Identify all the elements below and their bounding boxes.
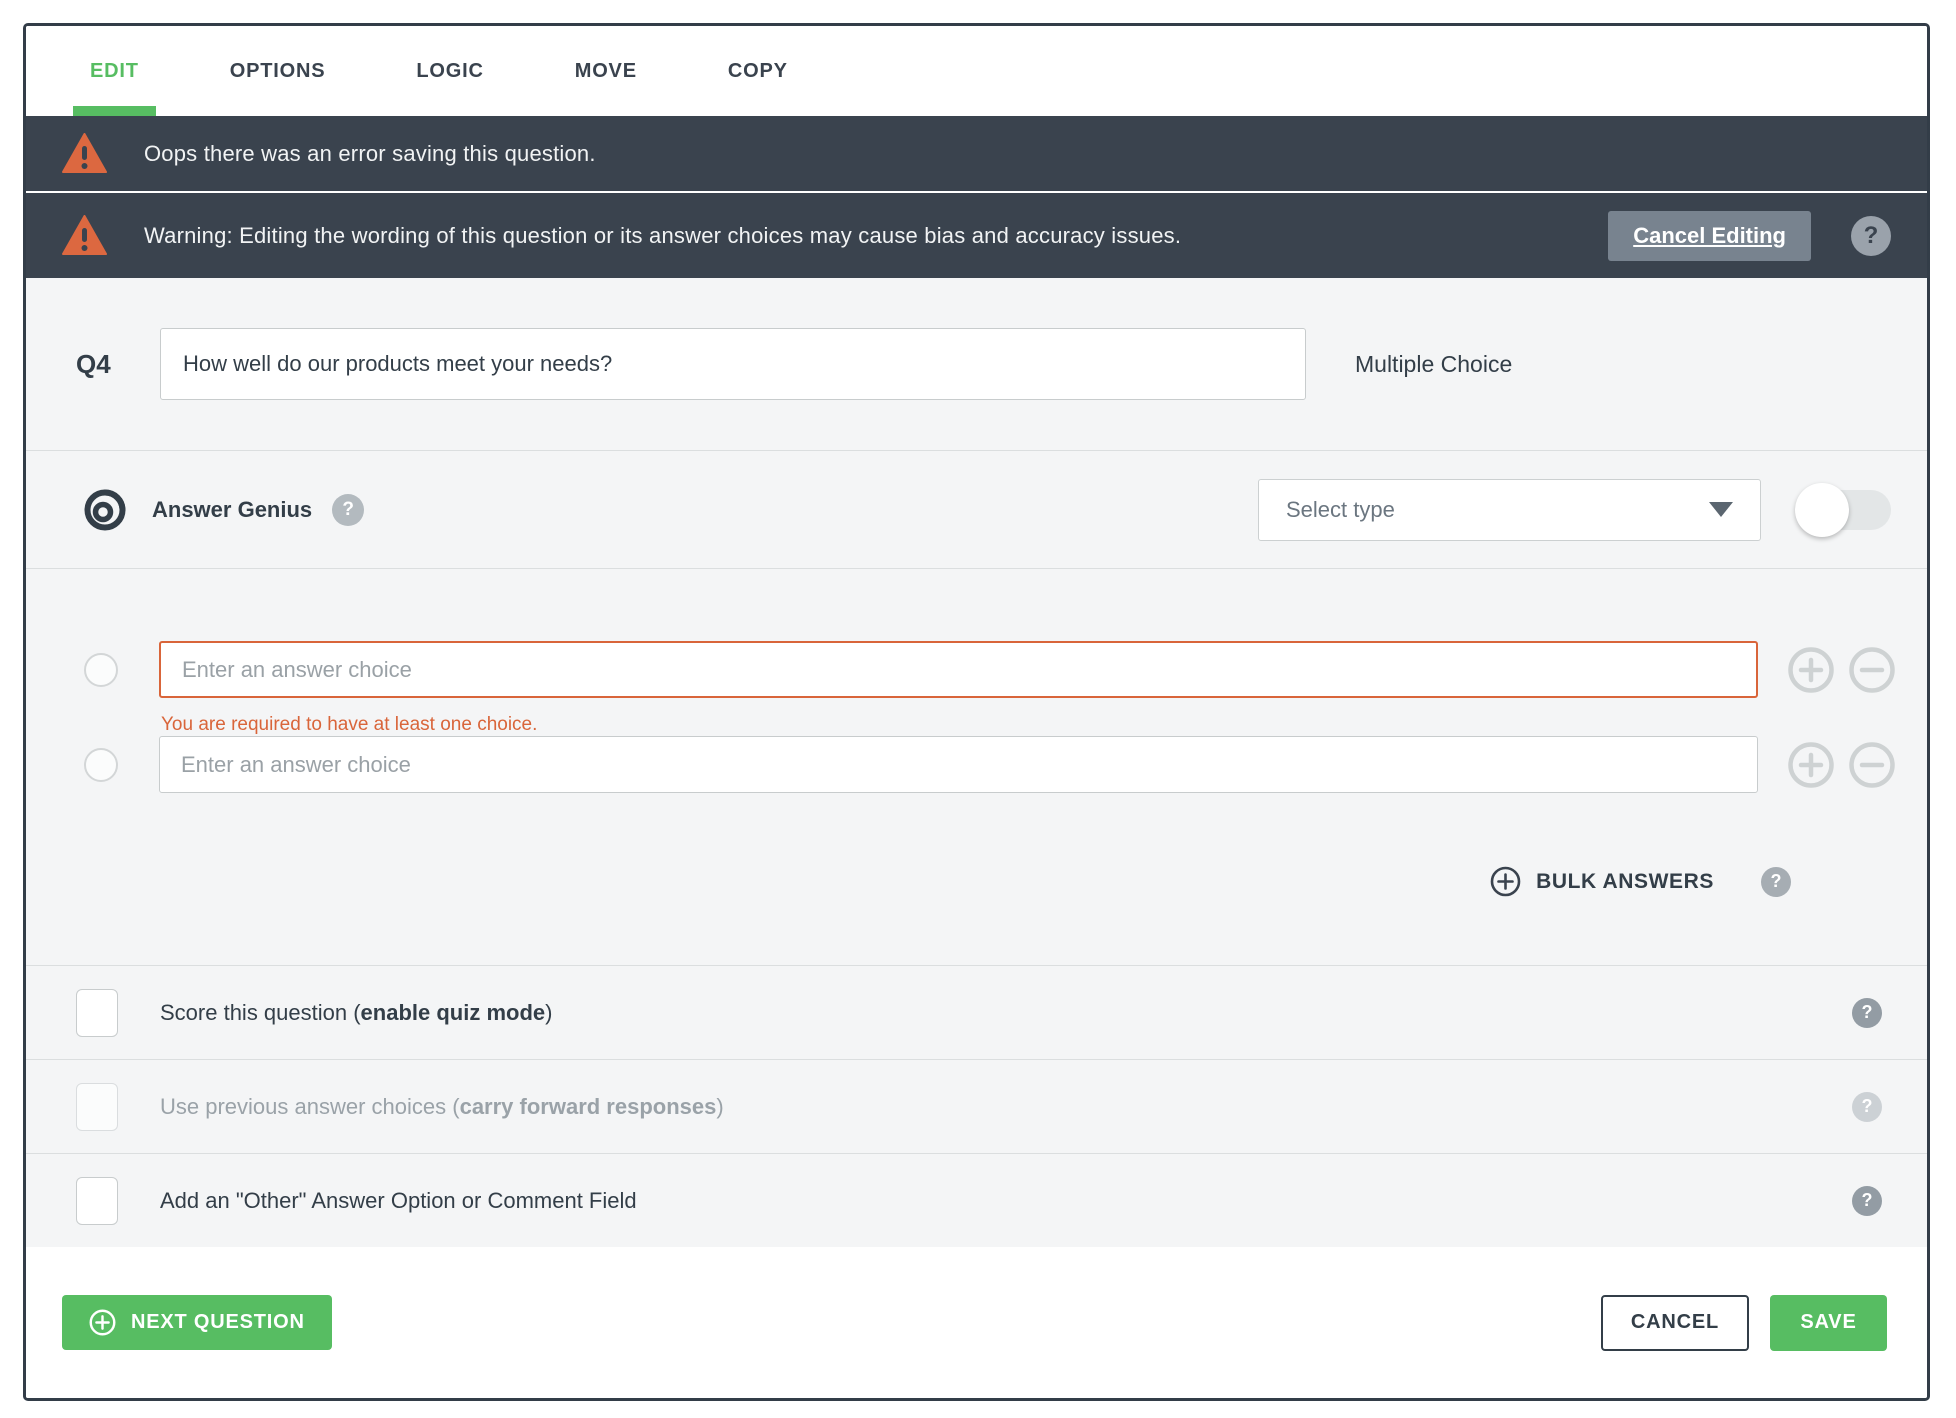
answer-genius-row	[26, 451, 1927, 569]
option-row-other-option	[26, 1153, 1927, 1247]
other-option-label	[160, 1188, 637, 1214]
answer-choice-input-2[interactable]	[159, 736, 1758, 793]
tab-logic[interactable]	[399, 26, 500, 116]
question-text-input[interactable]	[160, 328, 1306, 400]
tab-edit-label: EDIT	[90, 59, 139, 82]
tab-move-label: MOVE	[574, 59, 637, 82]
label-bold-text: enable quiz mode	[360, 999, 546, 1025]
warning-help-icon[interactable]: ?	[1851, 216, 1891, 256]
tab-copy-label: COPY	[727, 59, 788, 82]
next-question-label: NEXT QUESTION	[131, 1311, 305, 1333]
score-question-checkbox[interactable]	[76, 989, 118, 1037]
warning-triangle-icon	[62, 215, 107, 256]
remove-choice-icon[interactable]	[1849, 742, 1895, 788]
score-question-label	[160, 1000, 552, 1026]
select-type-value: Select type	[1286, 496, 1395, 522]
previous-answers-label	[160, 1094, 724, 1120]
question-row	[26, 278, 1927, 451]
answer-genius-icon	[84, 489, 126, 531]
label-text: Add an "Other" Answer Option or Comment Field	[160, 1187, 637, 1213]
tab-move[interactable]	[558, 26, 654, 116]
label-text: )	[716, 1093, 724, 1119]
cancel-button[interactable]: CANCEL	[1601, 1295, 1749, 1351]
warning-banner	[26, 193, 1927, 278]
answer-required-error: You are required to have at least one choice.	[161, 714, 538, 735]
bulk-answers-button[interactable]	[1490, 866, 1714, 897]
tab-copy[interactable]	[711, 26, 805, 116]
answer-genius-type-select[interactable]	[1258, 479, 1761, 541]
label-text: )	[545, 999, 553, 1025]
question-editor-card	[23, 23, 1930, 1401]
warning-banner-text: Warning: Editing the wording of this question or its answer choices may cause bias and accuracy issues.	[144, 222, 1182, 248]
answer-radio[interactable]	[84, 748, 118, 782]
option-row-score-question	[26, 965, 1927, 1059]
cancel-editing-button[interactable]: Cancel Editing	[1608, 211, 1811, 261]
answer-choice-row	[84, 736, 1891, 793]
tab-bar	[26, 26, 1927, 116]
add-choice-icon[interactable]	[1788, 647, 1834, 693]
answer-genius-label: Answer Genius	[152, 496, 313, 522]
question-type-label: Multiple Choice	[1355, 350, 1513, 377]
question-number: Q4	[76, 348, 111, 379]
other-option-help-icon[interactable]: ?	[1852, 1186, 1882, 1216]
label-text: Score this question (	[160, 999, 361, 1025]
label-bold-text: carry forward responses	[459, 1093, 717, 1119]
remove-choice-icon[interactable]	[1849, 647, 1895, 693]
plus-circle-icon	[89, 1309, 116, 1336]
option-row-previous-answers	[26, 1059, 1927, 1153]
answer-radio[interactable]	[84, 653, 118, 687]
error-banner-text: Oops there was an error saving this question.	[144, 140, 596, 166]
tab-logic-label: LOGIC	[416, 59, 484, 82]
footer-bar	[26, 1247, 1927, 1398]
other-option-checkbox[interactable]	[76, 1177, 118, 1225]
add-choice-icon[interactable]	[1788, 742, 1834, 788]
answer-genius-help-icon[interactable]: ?	[332, 494, 364, 526]
previous-answers-help-icon[interactable]: ?	[1852, 1092, 1882, 1122]
bulk-answers-help-icon[interactable]: ?	[1761, 867, 1791, 897]
plus-circle-icon	[1490, 866, 1521, 897]
answer-genius-toggle[interactable]	[1799, 490, 1891, 530]
bulk-answers-row	[84, 866, 1891, 897]
tab-edit[interactable]	[73, 26, 156, 116]
next-question-button[interactable]	[62, 1295, 332, 1350]
bulk-answers-label: BULK ANSWERS	[1536, 869, 1714, 893]
label-text: Use previous answer choices (	[160, 1093, 460, 1119]
score-question-help-icon[interactable]: ?	[1852, 998, 1882, 1028]
error-banner	[26, 116, 1927, 193]
tab-options-label: OPTIONS	[229, 59, 326, 82]
warning-triangle-icon	[62, 133, 107, 174]
previous-answers-checkbox[interactable]	[76, 1083, 118, 1131]
answer-choice-row	[84, 641, 1891, 698]
tab-options[interactable]	[213, 26, 343, 116]
toggle-knob	[1795, 483, 1849, 537]
save-button[interactable]: SAVE	[1770, 1295, 1887, 1351]
answer-choices-section	[26, 569, 1927, 965]
answer-choice-input-1[interactable]	[159, 641, 1758, 698]
chevron-down-icon	[1709, 502, 1733, 517]
